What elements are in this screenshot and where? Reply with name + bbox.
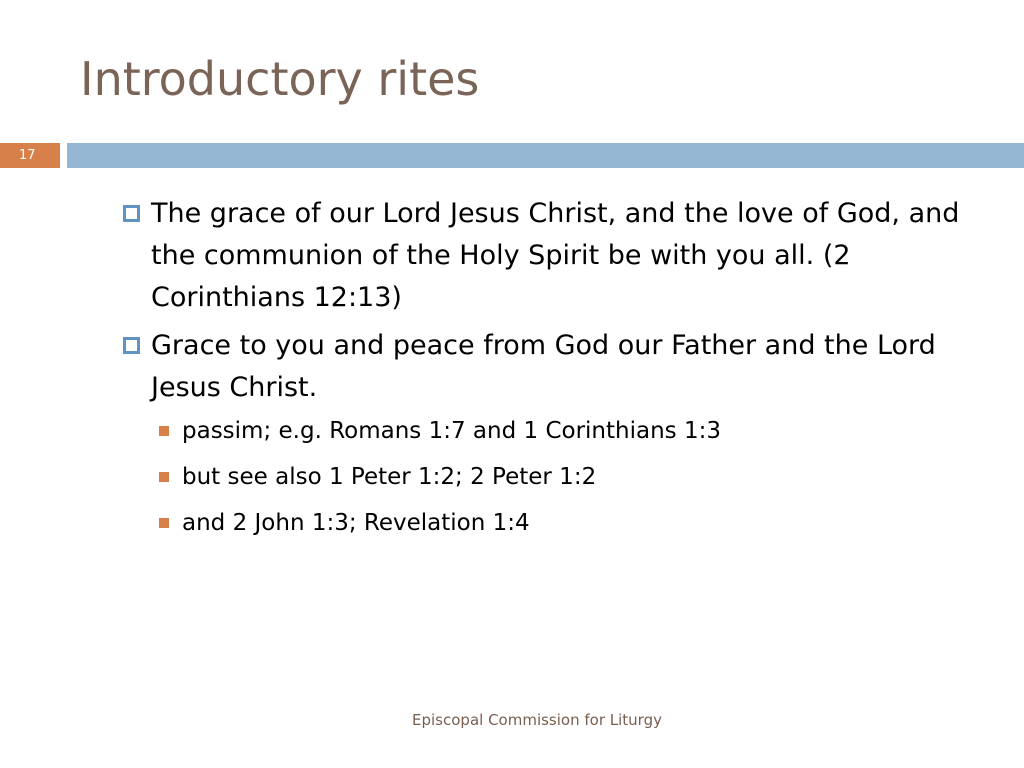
footer-text: Episcopal Commission for Liturgy xyxy=(412,711,662,729)
bullet-item xyxy=(120,325,980,409)
hollow-square-bullet-icon xyxy=(123,205,140,222)
header-bar xyxy=(67,143,1024,168)
sub-bullet-text: passim; e.g. Romans 1:7 and 1 Corinthians 1:3 xyxy=(182,418,721,444)
filled-square-bullet-icon xyxy=(159,426,169,436)
page-number: 17 xyxy=(19,148,36,163)
sub-bullet-item xyxy=(158,461,980,493)
hollow-square-bullet-icon xyxy=(123,337,140,354)
filled-square-bullet-icon xyxy=(159,518,169,528)
bullet-item xyxy=(120,193,980,319)
sub-bullet-text: and 2 John 1:3; Revelation 1:4 xyxy=(182,510,530,536)
page-number-badge xyxy=(0,143,60,168)
sub-bullet-item xyxy=(158,415,980,447)
slide-content xyxy=(120,193,980,553)
filled-square-bullet-icon xyxy=(159,472,169,482)
bullet-text: The grace of our Lord Jesus Christ, and the love of God, and the communion of the Holy Spirit be with you all. (2 Corinthians 12:13) xyxy=(151,198,960,313)
sub-bullet-list xyxy=(158,415,980,539)
sub-bullet-item xyxy=(158,507,980,539)
bullet-text: Grace to you and peace from God our Father and the Lord Jesus Christ. xyxy=(151,330,936,403)
sub-bullet-text: but see also 1 Peter 1:2; 2 Peter 1:2 xyxy=(182,464,597,490)
slide-title: Introductory rites xyxy=(80,52,480,106)
